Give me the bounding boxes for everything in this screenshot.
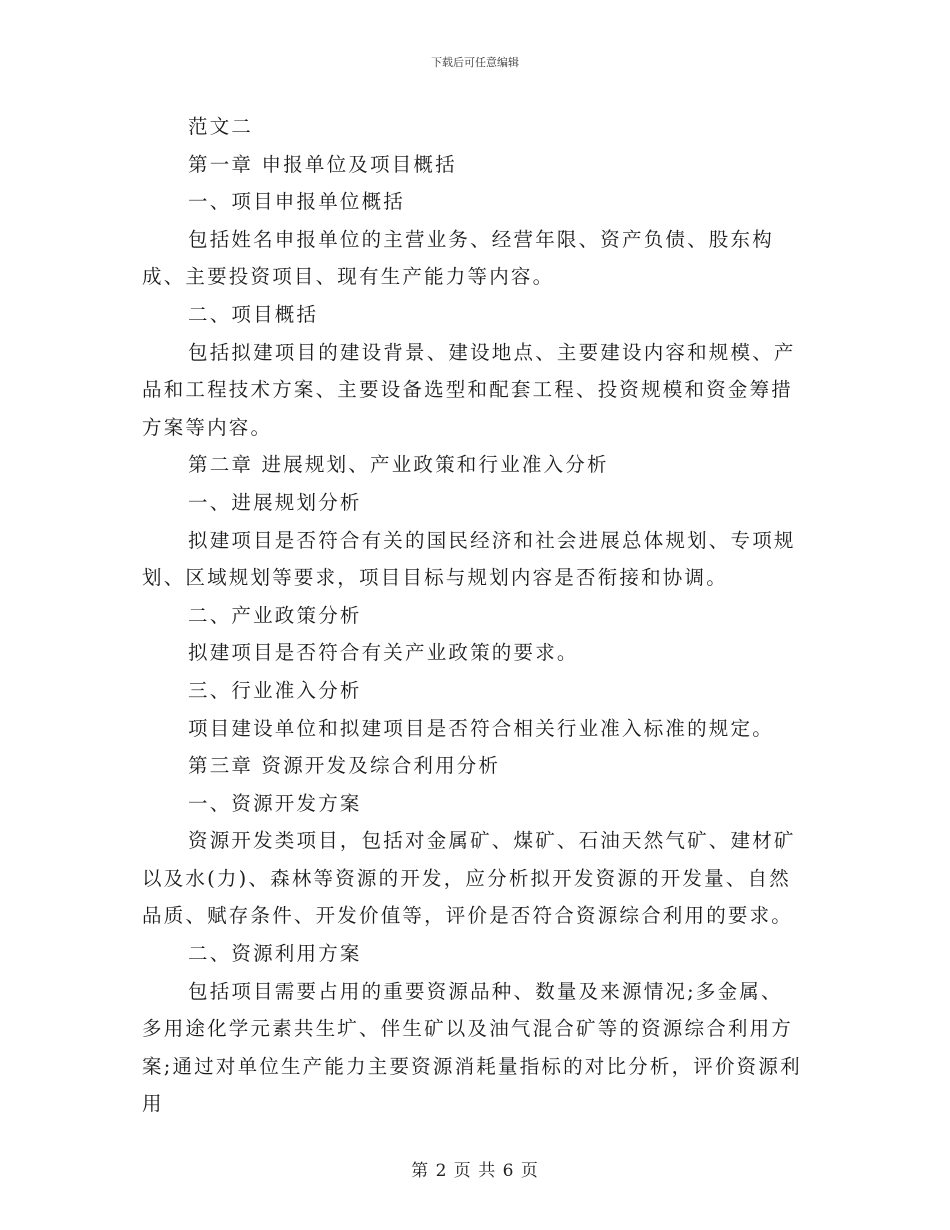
body-paragraph: 包括姓名申报单位的主营业务、经营年限、资产负债、股东构成、主要投资项目、现有生产能力等内容。 xyxy=(142,227,774,289)
body-paragraph: 项目建设单位和拟建项目是否符合相关行业准入标准的规定。 xyxy=(188,716,774,740)
document-body xyxy=(142,108,802,1123)
section-heading: 一、资源开发方案 xyxy=(188,791,362,815)
section-heading: 二、产业政策分析 xyxy=(188,603,362,627)
body-paragraph: 拟建项目是否符合有关的国民经济和社会进展总体规划、专项规划、区域规划等要求，项目目标与规划内容是否衔接和协调。 xyxy=(142,528,796,590)
section-heading: 二、资源利用方案 xyxy=(188,942,362,966)
body-paragraph: 包括拟建项目的建设背景、建设地点、主要建设内容和规模、产品和工程技术方案、主要设备选型和配套工程、投资规模和资金筹措方案等内容。 xyxy=(142,340,796,439)
chapter-heading-3: 第三章 资源开发及综合利用分析 xyxy=(188,754,501,778)
section-heading: 一、项目申报单位概括 xyxy=(188,190,406,214)
body-paragraph: 包括项目需要占用的重要资源品种、数量及来源情况;多金属、多用途化学元素共生圹、伴生矿以及油气混合矿等的资源综合利用方案;通过对单位生产能力主要资源消耗量指标的对比分析，评价资源利用 xyxy=(142,979,802,1116)
section-heading: 二、项目概括 xyxy=(188,302,319,326)
doc-title: 范文二 xyxy=(188,115,254,138)
chapter-heading-2: 第二章 进展规划、产业政策和行业准入分析 xyxy=(188,453,609,477)
section-heading: 一、进展规划分析 xyxy=(188,490,362,514)
body-paragraph: 资源开发类项目，包括对金属矿、煤矿、石油天然气矿、建材矿以及水(力)、森林等资源的开发，应分析拟开发资源的开发量、自然品质、赋存条件、开发价值等，评价是否符合资源综合利用的要求。 xyxy=(142,829,796,928)
body-paragraph: 拟建项目是否符合有关产业政策的要求。 xyxy=(188,641,579,665)
page-number: 第 2 页 共 6 页 xyxy=(411,1161,539,1181)
section-heading: 三、行业准入分析 xyxy=(188,678,362,702)
chapter-heading-1: 第一章 申报单位及项目概括 xyxy=(188,152,457,176)
page-header-note: 下载后可任意编辑 xyxy=(431,56,519,69)
